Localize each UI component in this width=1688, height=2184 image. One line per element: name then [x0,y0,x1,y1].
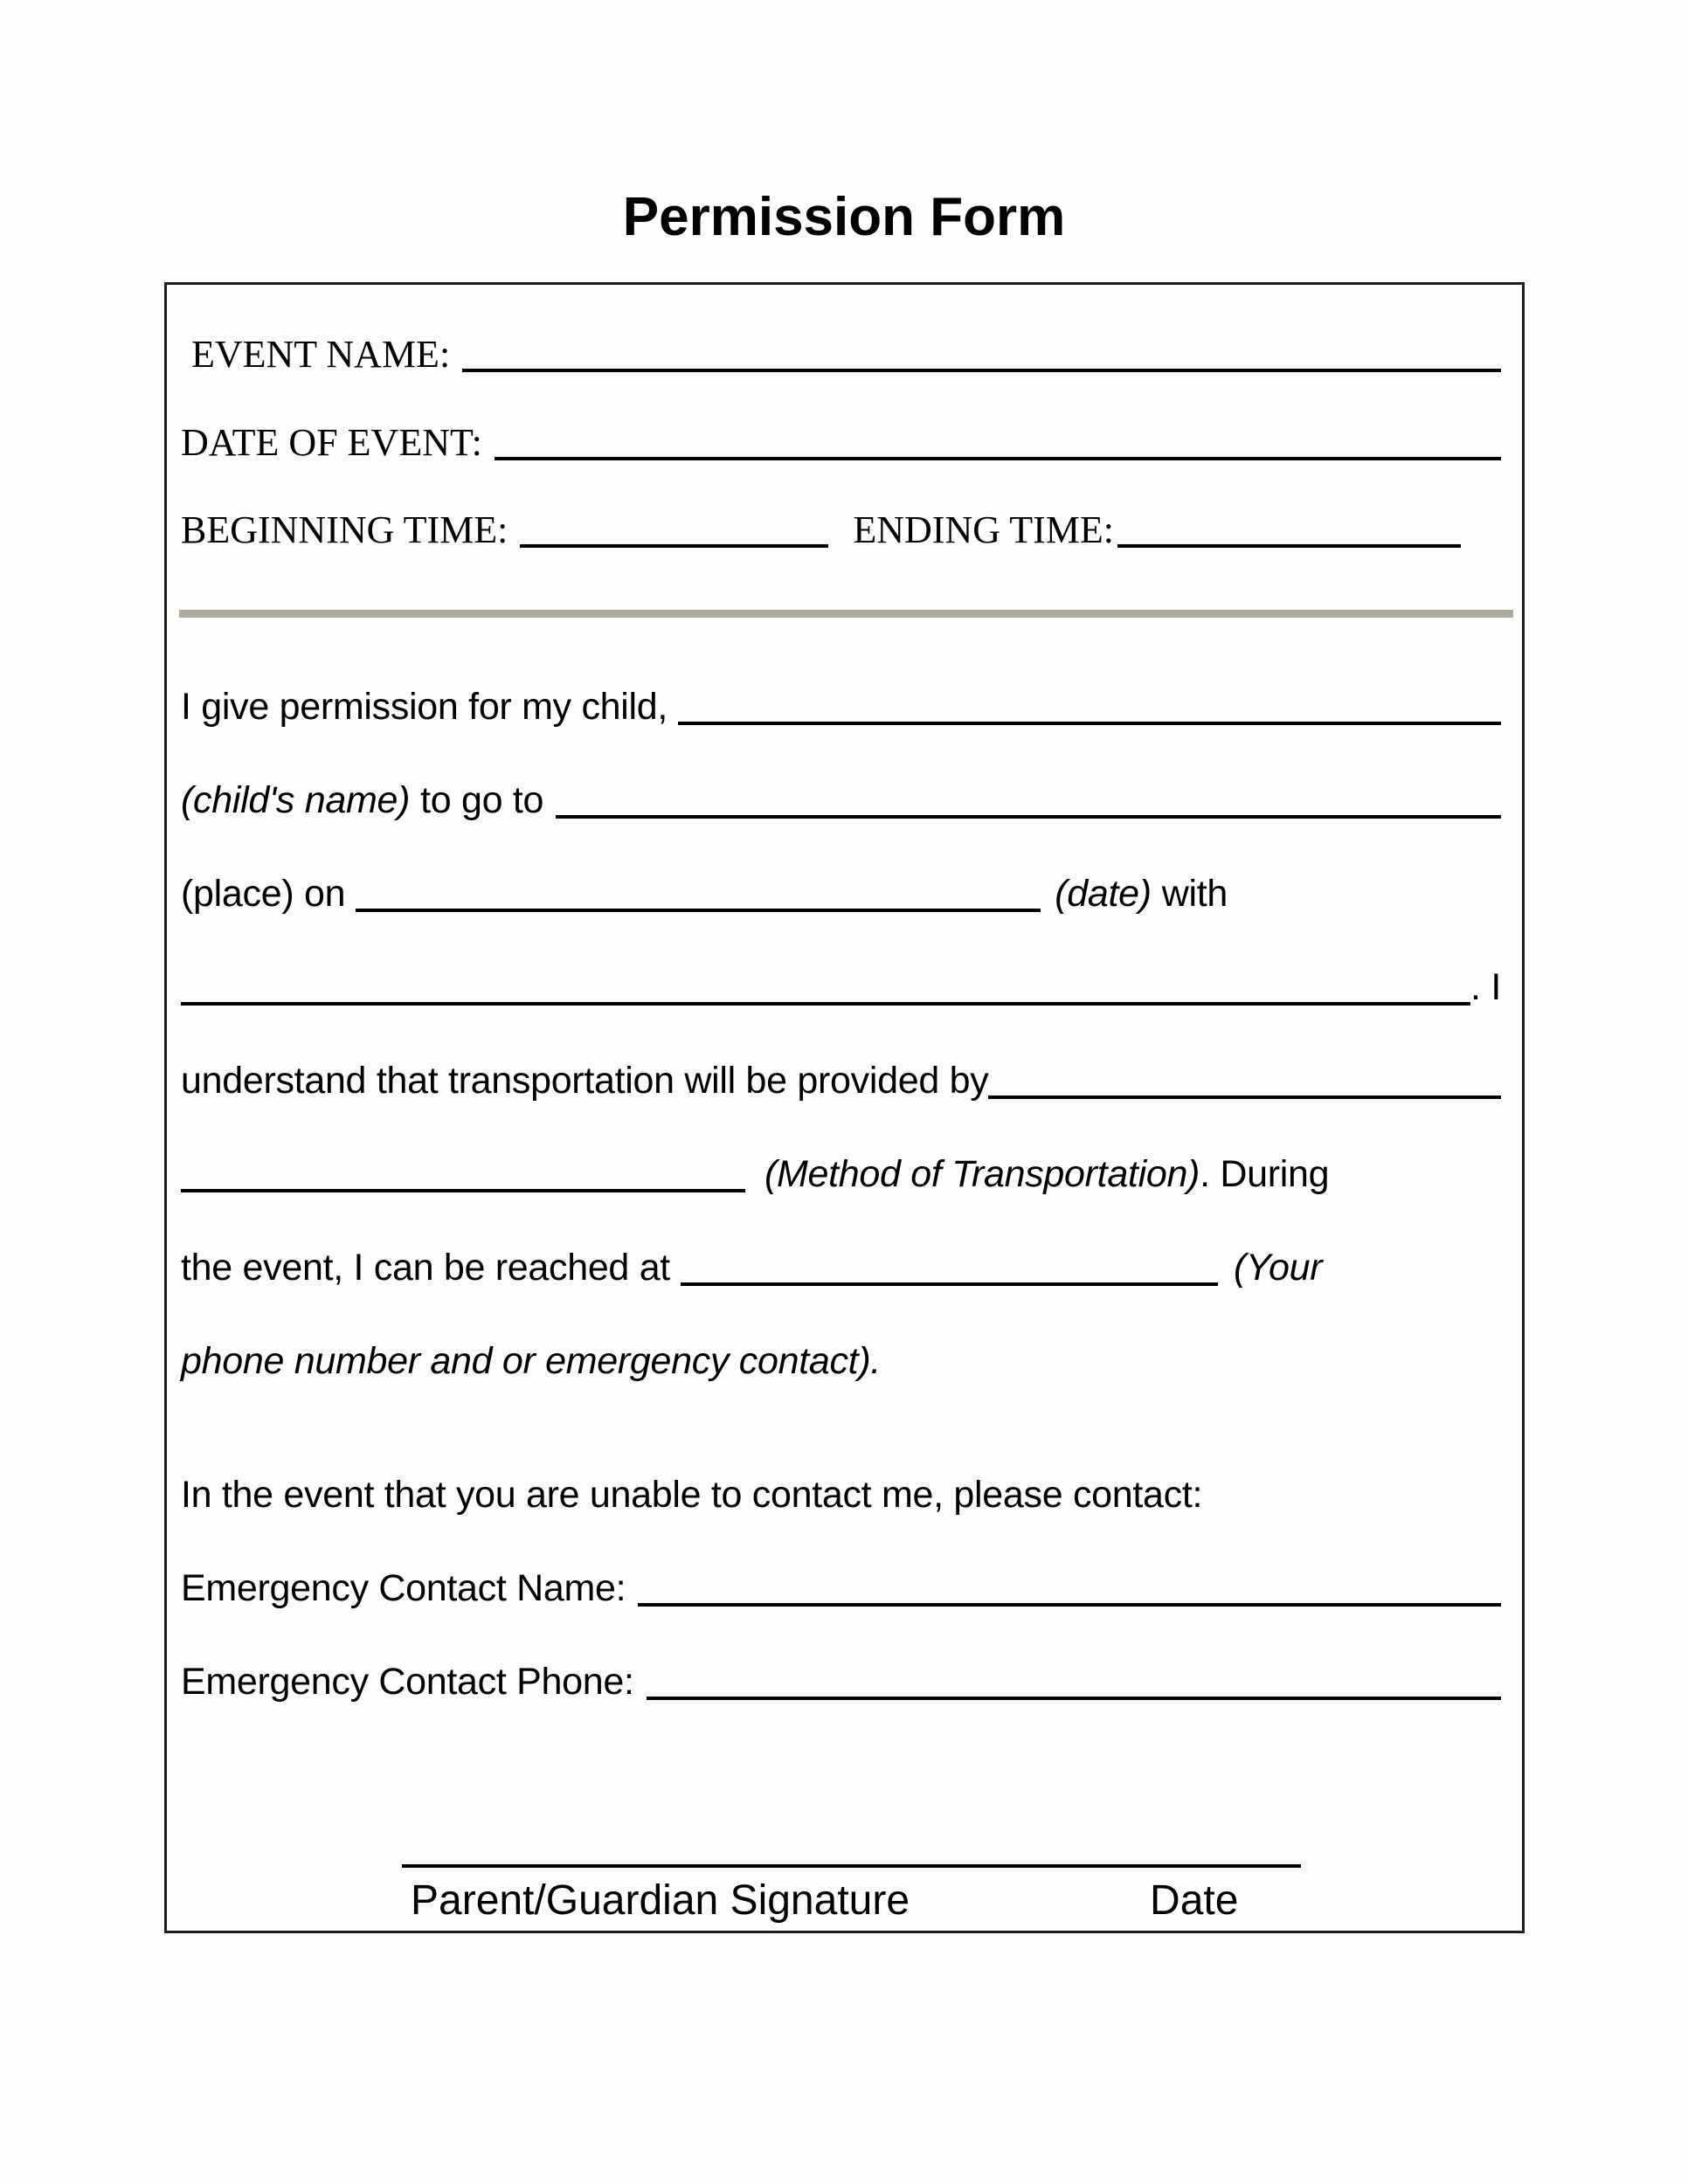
paragraph-line-4-text: . I [1470,966,1501,1008]
section-divider [179,610,1513,618]
emergency-phone-label: Emergency Contact Phone: [181,1661,634,1703]
paragraph-line-4 [181,961,1501,1013]
paragraph-line-6-text: . During [1200,1153,1330,1195]
emergency-intro-line [181,1469,1501,1521]
event-name-line [462,369,1501,372]
page-title: Permission Form [622,187,1066,247]
child-name-hint: (child's name) [181,779,411,821]
phone-hint-end: phone number and or emergency contact). [181,1340,881,1382]
place-line [556,815,1501,819]
paragraph-line-7 [181,1241,1501,1294]
emergency-phone-line [647,1697,1501,1700]
transportation-line-2 [181,1189,745,1192]
emergency-name-label: Emergency Contact Name: [181,1567,626,1609]
date-line [356,909,1041,912]
place-hint: (place) on [181,873,346,915]
paragraph-line-1-text: I give permission for my child, [181,686,668,728]
transportation-line-1 [988,1095,1501,1099]
form-box [164,282,1525,1933]
paragraph-line-5-text: understand that transportation will be provided by [181,1060,989,1102]
ending-time-label: ENDING TIME: [853,508,1114,551]
paragraph-line-1 [181,681,1501,733]
date-of-event-row [181,418,1501,467]
event-name-row [181,330,1501,379]
date-of-event-line [495,457,1501,460]
child-name-line [678,722,1501,725]
signature-labels-row [181,1876,1501,1925]
signature-line [402,1864,1301,1868]
date-hint: (date) [1055,873,1152,915]
paragraph-line-3 [181,867,1501,920]
beginning-time-label: BEGINNING TIME: [181,508,508,551]
event-name-label: EVENT NAME: [191,333,451,376]
beginning-time-line [520,544,828,548]
phone-hint-start: (Your [1233,1247,1323,1289]
signature-label: Parent/Guardian Signature [411,1877,910,1924]
emergency-phone-row [181,1655,1501,1708]
ending-time-line [1117,544,1461,548]
chaperone-line [181,1002,1470,1006]
paragraph-line-2-text: to go to [420,779,544,821]
paragraph-line-3-text: with [1161,873,1228,915]
date-label: Date [1150,1877,1239,1924]
transportation-hint: (Method of Transportation) [764,1153,1200,1195]
paragraph-line-7-text: the event, I can be reached at [181,1247,670,1289]
emergency-name-line [638,1603,1501,1607]
paragraph-line-5 [181,1054,1501,1107]
times-row [181,506,1501,555]
emergency-intro-text: In the event that you are unable to contact me, please contact: [181,1474,1203,1516]
paragraph-line-2 [181,774,1501,826]
paragraph-line-6 [181,1148,1501,1200]
emergency-name-row [181,1562,1501,1614]
date-of-event-label: DATE OF EVENT: [181,421,482,464]
paragraph-line-8 [181,1335,1501,1387]
phone-line [681,1282,1218,1286]
